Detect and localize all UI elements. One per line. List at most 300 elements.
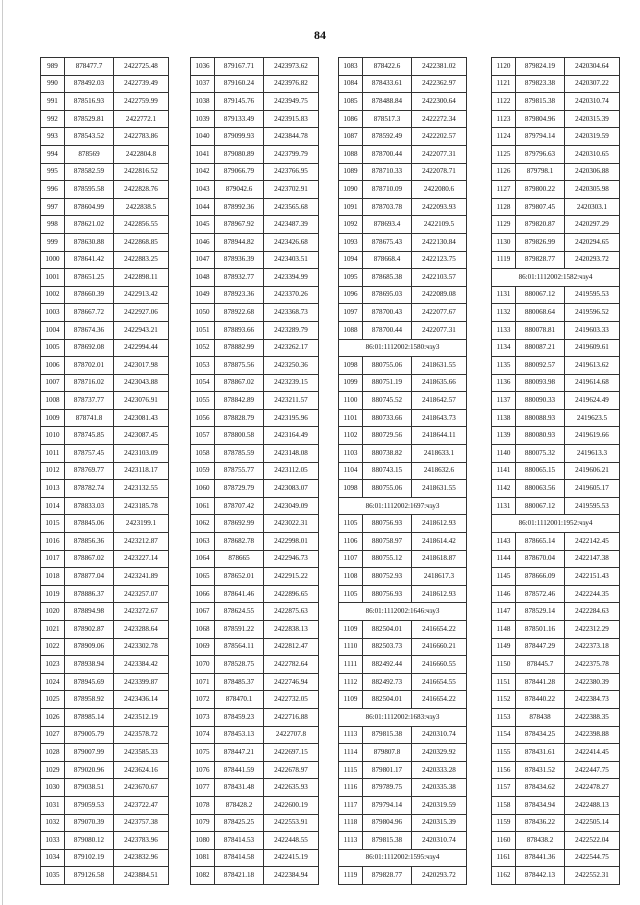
coordinate-row bbox=[492, 691, 620, 709]
x-coordinate: 878564.11 bbox=[215, 638, 264, 656]
coordinate-row bbox=[492, 568, 620, 586]
coordinate-row bbox=[41, 427, 169, 445]
coordinate-row bbox=[492, 181, 620, 199]
y-coordinate: 2422447.75 bbox=[565, 761, 620, 779]
y-coordinate: 2416660.55 bbox=[412, 656, 467, 674]
coordinate-row bbox=[492, 93, 620, 111]
point-number: 1146 bbox=[492, 585, 516, 603]
point-number: 1138 bbox=[492, 409, 516, 427]
x-coordinate: 878501.16 bbox=[516, 621, 565, 639]
x-coordinate: 880080.93 bbox=[516, 427, 565, 445]
y-coordinate: 2420315.39 bbox=[565, 110, 620, 128]
x-coordinate: 878447.29 bbox=[516, 638, 565, 656]
point-number: 1026 bbox=[41, 708, 65, 726]
x-coordinate: 879126.58 bbox=[65, 867, 114, 885]
y-coordinate: 2420310.74 bbox=[412, 726, 467, 744]
point-number: 1025 bbox=[41, 691, 65, 709]
x-coordinate: 878769.77 bbox=[65, 462, 114, 480]
point-number: 1037 bbox=[191, 75, 215, 93]
coordinate-row bbox=[492, 445, 620, 463]
x-coordinate: 878440.22 bbox=[516, 691, 565, 709]
point-number: 1070 bbox=[191, 656, 215, 674]
y-coordinate: 2422375.78 bbox=[565, 656, 620, 674]
coordinate-row bbox=[492, 533, 620, 551]
x-coordinate: 878867.02 bbox=[65, 550, 114, 568]
point-number: 1147 bbox=[492, 603, 516, 621]
x-coordinate: 880092.57 bbox=[516, 357, 565, 375]
y-coordinate: 2423087.45 bbox=[114, 427, 169, 445]
y-coordinate: 2422544.75 bbox=[565, 849, 620, 867]
x-coordinate: 878938.94 bbox=[65, 656, 114, 674]
y-coordinate: 2423148.08 bbox=[264, 445, 319, 463]
coordinate-row bbox=[191, 58, 319, 76]
point-number: 1082 bbox=[191, 867, 215, 885]
point-number: 997 bbox=[41, 198, 65, 216]
coordinate-row bbox=[41, 145, 169, 163]
point-number: 1015 bbox=[41, 515, 65, 533]
point-number: 1068 bbox=[191, 621, 215, 639]
coordinate-row bbox=[492, 216, 620, 234]
point-number: 1144 bbox=[492, 550, 516, 568]
point-number: 1069 bbox=[191, 638, 215, 656]
y-coordinate: 2419623.5 bbox=[565, 409, 620, 427]
x-coordinate: 878436.22 bbox=[516, 814, 565, 832]
y-coordinate: 2420297.29 bbox=[565, 216, 620, 234]
x-coordinate: 880063.56 bbox=[516, 480, 565, 498]
coordinate-row bbox=[492, 251, 620, 269]
parcel-cadastral-number: 86:01:1112002:1582:чзу4 bbox=[492, 269, 620, 287]
y-coordinate: 2420310.74 bbox=[412, 832, 467, 850]
y-coordinate: 2422380.39 bbox=[565, 673, 620, 691]
coordinate-row bbox=[191, 251, 319, 269]
coordinate-row bbox=[191, 163, 319, 181]
y-coordinate: 2423844.78 bbox=[264, 128, 319, 146]
x-coordinate: 879796.63 bbox=[516, 145, 565, 163]
x-coordinate: 880067.12 bbox=[516, 286, 565, 304]
coordinate-row bbox=[492, 621, 620, 639]
y-coordinate: 2422804.8 bbox=[114, 145, 169, 163]
x-coordinate: 878651.25 bbox=[65, 269, 114, 287]
x-coordinate: 878516.93 bbox=[65, 93, 114, 111]
point-number: 1101 bbox=[339, 409, 363, 427]
point-number: 1056 bbox=[191, 409, 215, 427]
y-coordinate: 2420335.38 bbox=[412, 779, 467, 797]
coordinate-row bbox=[339, 761, 467, 779]
x-coordinate: 882492.73 bbox=[363, 673, 412, 691]
y-coordinate: 2423436.14 bbox=[114, 691, 169, 709]
point-number: 1155 bbox=[492, 744, 516, 762]
point-number: 1096 bbox=[339, 286, 363, 304]
coordinate-row bbox=[191, 93, 319, 111]
coordinate-row bbox=[339, 198, 467, 216]
x-coordinate: 878447.21 bbox=[215, 744, 264, 762]
point-number: 1085 bbox=[339, 93, 363, 111]
x-coordinate: 878431.48 bbox=[215, 779, 264, 797]
y-coordinate: 2419624.49 bbox=[565, 392, 620, 410]
y-coordinate: 2422927.06 bbox=[114, 304, 169, 322]
x-coordinate: 878710.09 bbox=[363, 181, 412, 199]
x-coordinate: 878922.68 bbox=[215, 304, 264, 322]
coordinate-row bbox=[191, 796, 319, 814]
coordinate-row bbox=[339, 867, 467, 885]
x-coordinate: 880743.15 bbox=[363, 462, 412, 480]
y-coordinate: 2422384.73 bbox=[565, 691, 620, 709]
y-coordinate: 2422202.57 bbox=[412, 128, 467, 146]
x-coordinate: 880733.66 bbox=[363, 409, 412, 427]
coordinate-row bbox=[492, 339, 620, 357]
x-coordinate: 880075.32 bbox=[516, 445, 565, 463]
x-coordinate: 878470.1 bbox=[215, 691, 264, 709]
x-coordinate: 878434.94 bbox=[516, 796, 565, 814]
point-number: 1044 bbox=[191, 198, 215, 216]
coordinate-row bbox=[41, 497, 169, 515]
y-coordinate: 2423757.38 bbox=[114, 814, 169, 832]
y-coordinate: 2422998.01 bbox=[264, 533, 319, 551]
parcel-cadastral-number: 86:01:1112001:1952:чзу4 bbox=[492, 515, 620, 533]
y-coordinate: 2422381.02 bbox=[412, 58, 467, 76]
coordinate-row bbox=[492, 58, 620, 76]
x-coordinate: 878936.39 bbox=[215, 251, 264, 269]
point-number: 1027 bbox=[41, 726, 65, 744]
coordinate-row bbox=[191, 744, 319, 762]
coordinate-row bbox=[41, 832, 169, 850]
coordinate-row bbox=[191, 621, 319, 639]
x-coordinate: 878569 bbox=[65, 145, 114, 163]
y-coordinate: 2422553.91 bbox=[264, 814, 319, 832]
point-number: 1077 bbox=[191, 779, 215, 797]
y-coordinate: 2423112.05 bbox=[264, 462, 319, 480]
point-number: 1099 bbox=[339, 374, 363, 392]
coordinate-row bbox=[339, 75, 467, 93]
x-coordinate: 878445.7 bbox=[516, 656, 565, 674]
coordinate-row bbox=[41, 744, 169, 762]
coordinate-row bbox=[41, 304, 169, 322]
point-number: 1083 bbox=[339, 58, 363, 76]
point-number: 1048 bbox=[191, 269, 215, 287]
coordinate-row bbox=[191, 409, 319, 427]
x-coordinate: 878945.69 bbox=[65, 673, 114, 691]
x-coordinate: 880756.93 bbox=[363, 515, 412, 533]
y-coordinate: 2422272.34 bbox=[412, 110, 467, 128]
coordinate-row bbox=[339, 392, 467, 410]
point-number: 1050 bbox=[191, 304, 215, 322]
coordinate-row bbox=[492, 832, 620, 850]
coordinate-row bbox=[339, 796, 467, 814]
y-coordinate: 2423185.78 bbox=[114, 497, 169, 515]
x-coordinate: 878692.08 bbox=[65, 339, 114, 357]
point-number: 1134 bbox=[492, 339, 516, 357]
y-coordinate: 2420306.88 bbox=[565, 163, 620, 181]
y-coordinate: 2423384.42 bbox=[114, 656, 169, 674]
coordinate-row bbox=[191, 304, 319, 322]
coordinate-row bbox=[41, 93, 169, 111]
y-coordinate: 2423022.31 bbox=[264, 515, 319, 533]
point-number: 1118 bbox=[339, 814, 363, 832]
point-number: 1039 bbox=[191, 110, 215, 128]
y-coordinate: 2422123.75 bbox=[412, 251, 467, 269]
x-coordinate: 878700.44 bbox=[363, 321, 412, 339]
coordinate-row bbox=[191, 233, 319, 251]
y-coordinate: 2422746.94 bbox=[264, 673, 319, 691]
point-number: 1108 bbox=[339, 568, 363, 586]
y-coordinate: 2423624.16 bbox=[114, 761, 169, 779]
y-coordinate: 2422678.97 bbox=[264, 761, 319, 779]
y-coordinate: 2423239.15 bbox=[264, 374, 319, 392]
coordinate-row bbox=[339, 269, 467, 287]
coordinate-row bbox=[339, 163, 467, 181]
y-coordinate: 2419614.68 bbox=[565, 374, 620, 392]
point-number: 1014 bbox=[41, 497, 65, 515]
coordinate-row bbox=[41, 867, 169, 885]
y-coordinate: 2422635.93 bbox=[264, 779, 319, 797]
y-coordinate: 2422300.64 bbox=[412, 93, 467, 111]
y-coordinate: 2422732.05 bbox=[264, 691, 319, 709]
y-coordinate: 2422488.13 bbox=[565, 796, 620, 814]
coordinate-row bbox=[191, 145, 319, 163]
coordinate-row bbox=[492, 480, 620, 498]
y-coordinate: 2418612.93 bbox=[412, 585, 467, 603]
coordinate-row bbox=[339, 832, 467, 850]
x-coordinate: 879133.49 bbox=[215, 110, 264, 128]
point-number: 1047 bbox=[191, 251, 215, 269]
coordinate-row bbox=[339, 445, 467, 463]
y-coordinate: 2422312.29 bbox=[565, 621, 620, 639]
y-coordinate: 2422552.31 bbox=[565, 867, 620, 885]
x-coordinate: 878886.37 bbox=[65, 585, 114, 603]
y-coordinate: 2419606.21 bbox=[565, 462, 620, 480]
y-coordinate: 2422109.5 bbox=[412, 216, 467, 234]
x-coordinate: 880756.93 bbox=[363, 585, 412, 603]
coordinate-row bbox=[191, 708, 319, 726]
y-coordinate: 2422898.11 bbox=[114, 269, 169, 287]
coordinate-row bbox=[41, 339, 169, 357]
x-coordinate: 878845.06 bbox=[65, 515, 114, 533]
x-coordinate: 878528.75 bbox=[215, 656, 264, 674]
coordinate-row bbox=[339, 251, 467, 269]
y-coordinate: 2419603.33 bbox=[565, 321, 620, 339]
y-coordinate: 2420310.65 bbox=[565, 145, 620, 163]
coordinate-row bbox=[41, 814, 169, 832]
point-number: 1067 bbox=[191, 603, 215, 621]
point-number: 1035 bbox=[41, 867, 65, 885]
parcel-cadastral-number: 86:01:1112002:1595:чзу4 bbox=[339, 849, 467, 867]
point-number: 1159 bbox=[492, 814, 516, 832]
y-coordinate: 2416654.55 bbox=[412, 673, 467, 691]
coordinate-row bbox=[339, 568, 467, 586]
y-coordinate: 2422284.63 bbox=[565, 603, 620, 621]
y-coordinate: 2420319.59 bbox=[412, 796, 467, 814]
x-coordinate: 880088.93 bbox=[516, 409, 565, 427]
y-coordinate: 2423976.82 bbox=[264, 75, 319, 93]
y-coordinate: 2422093.93 bbox=[412, 198, 467, 216]
x-coordinate: 878757.45 bbox=[65, 445, 114, 463]
coordinate-row bbox=[191, 462, 319, 480]
point-number: 1020 bbox=[41, 603, 65, 621]
x-coordinate: 878438.2 bbox=[516, 832, 565, 850]
x-coordinate: 879828.77 bbox=[363, 867, 412, 885]
coordinate-row bbox=[492, 304, 620, 322]
parcel-header-row bbox=[339, 708, 467, 726]
coordinate-row bbox=[41, 445, 169, 463]
x-coordinate: 878944.82 bbox=[215, 233, 264, 251]
x-coordinate: 878652.01 bbox=[215, 568, 264, 586]
point-number: 1049 bbox=[191, 286, 215, 304]
coordinate-row bbox=[492, 286, 620, 304]
coordinate-row bbox=[191, 321, 319, 339]
x-coordinate: 878660.39 bbox=[65, 286, 114, 304]
coordinate-row bbox=[492, 638, 620, 656]
x-coordinate: 882492.44 bbox=[363, 656, 412, 674]
point-number: 992 bbox=[41, 110, 65, 128]
x-coordinate: 878425.25 bbox=[215, 814, 264, 832]
coordinate-row bbox=[492, 374, 620, 392]
coordinate-row bbox=[339, 656, 467, 674]
y-coordinate: 2420304.64 bbox=[565, 58, 620, 76]
x-coordinate: 880738.82 bbox=[363, 445, 412, 463]
x-coordinate: 880090.33 bbox=[516, 392, 565, 410]
coordinate-row bbox=[339, 110, 467, 128]
x-coordinate: 878682.78 bbox=[215, 533, 264, 551]
x-coordinate: 880751.19 bbox=[363, 374, 412, 392]
coordinate-row bbox=[339, 621, 467, 639]
point-number: 1045 bbox=[191, 216, 215, 234]
point-number: 1106 bbox=[339, 533, 363, 551]
x-coordinate: 878693.4 bbox=[363, 216, 412, 234]
point-number: 1013 bbox=[41, 480, 65, 498]
x-coordinate: 878782.74 bbox=[65, 480, 114, 498]
point-number: 1076 bbox=[191, 761, 215, 779]
point-number: 1023 bbox=[41, 656, 65, 674]
coordinate-row bbox=[339, 744, 467, 762]
point-number: 1036 bbox=[191, 58, 215, 76]
parcel-header-row bbox=[339, 849, 467, 867]
y-coordinate: 2420329.92 bbox=[412, 744, 467, 762]
coordinate-row bbox=[191, 269, 319, 287]
x-coordinate: 878438 bbox=[516, 708, 565, 726]
x-coordinate: 880078.81 bbox=[516, 321, 565, 339]
coordinate-row bbox=[41, 75, 169, 93]
x-coordinate: 878414.58 bbox=[215, 849, 264, 867]
x-coordinate: 878621.02 bbox=[65, 216, 114, 234]
point-number: 1081 bbox=[191, 849, 215, 867]
x-coordinate: 878441.28 bbox=[516, 673, 565, 691]
y-coordinate: 2422725.48 bbox=[114, 58, 169, 76]
scan-edge-line bbox=[2, 0, 3, 905]
x-coordinate: 878923.36 bbox=[215, 286, 264, 304]
coordinate-row bbox=[41, 585, 169, 603]
y-coordinate: 2422478.27 bbox=[565, 779, 620, 797]
y-coordinate: 2422077.31 bbox=[412, 145, 467, 163]
coordinate-row bbox=[41, 409, 169, 427]
x-coordinate: 878582.59 bbox=[65, 163, 114, 181]
coordinate-row bbox=[41, 198, 169, 216]
coordinate-row bbox=[191, 480, 319, 498]
x-coordinate: 879789.75 bbox=[363, 779, 412, 797]
coordinate-row bbox=[339, 462, 467, 480]
y-coordinate: 2422707.8 bbox=[264, 726, 319, 744]
x-coordinate: 879070.39 bbox=[65, 814, 114, 832]
point-number: 1080 bbox=[191, 832, 215, 850]
point-number: 1113 bbox=[339, 726, 363, 744]
x-coordinate: 879167.71 bbox=[215, 58, 264, 76]
point-number: 1158 bbox=[492, 796, 516, 814]
y-coordinate: 2422716.88 bbox=[264, 708, 319, 726]
point-number: 1057 bbox=[191, 427, 215, 445]
point-number: 1091 bbox=[339, 198, 363, 216]
point-number: 1116 bbox=[339, 779, 363, 797]
y-coordinate: 2423973.62 bbox=[264, 58, 319, 76]
y-coordinate: 2423915.83 bbox=[264, 110, 319, 128]
coordinate-row bbox=[41, 181, 169, 199]
coordinate-row bbox=[41, 269, 169, 287]
y-coordinate: 2423512.19 bbox=[114, 708, 169, 726]
y-coordinate: 2422505.14 bbox=[565, 814, 620, 832]
coordinate-row bbox=[492, 163, 620, 181]
x-coordinate: 878958.92 bbox=[65, 691, 114, 709]
coordinate-row bbox=[41, 286, 169, 304]
y-coordinate: 2423884.51 bbox=[114, 867, 169, 885]
point-number: 1130 bbox=[492, 233, 516, 251]
y-coordinate: 2422448.55 bbox=[264, 832, 319, 850]
coordinate-row bbox=[191, 128, 319, 146]
y-coordinate: 2423227.14 bbox=[114, 550, 169, 568]
x-coordinate: 878485.37 bbox=[215, 673, 264, 691]
point-number: 1001 bbox=[41, 269, 65, 287]
y-coordinate: 2423195.96 bbox=[264, 409, 319, 427]
y-coordinate: 2423302.78 bbox=[114, 638, 169, 656]
x-coordinate: 878882.99 bbox=[215, 339, 264, 357]
y-coordinate: 2418617.3 bbox=[412, 568, 467, 586]
x-coordinate: 878692.99 bbox=[215, 515, 264, 533]
coordinate-row bbox=[191, 550, 319, 568]
point-number: 1062 bbox=[191, 515, 215, 533]
x-coordinate: 880067.12 bbox=[516, 497, 565, 515]
y-coordinate: 2422600.19 bbox=[264, 796, 319, 814]
coordinate-row bbox=[492, 75, 620, 93]
y-coordinate: 2423241.89 bbox=[114, 568, 169, 586]
x-coordinate: 878641.42 bbox=[65, 251, 114, 269]
y-coordinate: 2422077.31 bbox=[412, 321, 467, 339]
coordinate-row bbox=[191, 656, 319, 674]
point-number: 995 bbox=[41, 163, 65, 181]
y-coordinate: 2423565.68 bbox=[264, 198, 319, 216]
y-coordinate: 2423399.87 bbox=[114, 673, 169, 691]
x-coordinate: 878434.25 bbox=[516, 726, 565, 744]
x-coordinate: 878668.4 bbox=[363, 251, 412, 269]
x-coordinate: 880065.15 bbox=[516, 462, 565, 480]
point-number: 1129 bbox=[492, 216, 516, 234]
coordinate-row bbox=[41, 621, 169, 639]
point-number: 1003 bbox=[41, 304, 65, 322]
y-coordinate: 2422913.42 bbox=[114, 286, 169, 304]
y-coordinate: 2423250.36 bbox=[264, 357, 319, 375]
y-coordinate: 2422772.1 bbox=[114, 110, 169, 128]
y-coordinate: 2422812.47 bbox=[264, 638, 319, 656]
point-number: 1153 bbox=[492, 708, 516, 726]
y-coordinate: 2422943.21 bbox=[114, 321, 169, 339]
point-number: 1007 bbox=[41, 374, 65, 392]
point-number: 1063 bbox=[191, 533, 215, 551]
coordinate-row bbox=[339, 814, 467, 832]
parcel-header-row bbox=[492, 269, 620, 287]
coordinate-row bbox=[339, 304, 467, 322]
coordinate-row bbox=[191, 726, 319, 744]
x-coordinate: 878572.46 bbox=[516, 585, 565, 603]
coordinate-row bbox=[191, 849, 319, 867]
y-coordinate: 2420333.28 bbox=[412, 761, 467, 779]
y-coordinate: 2423288.64 bbox=[114, 621, 169, 639]
point-number: 1000 bbox=[41, 251, 65, 269]
